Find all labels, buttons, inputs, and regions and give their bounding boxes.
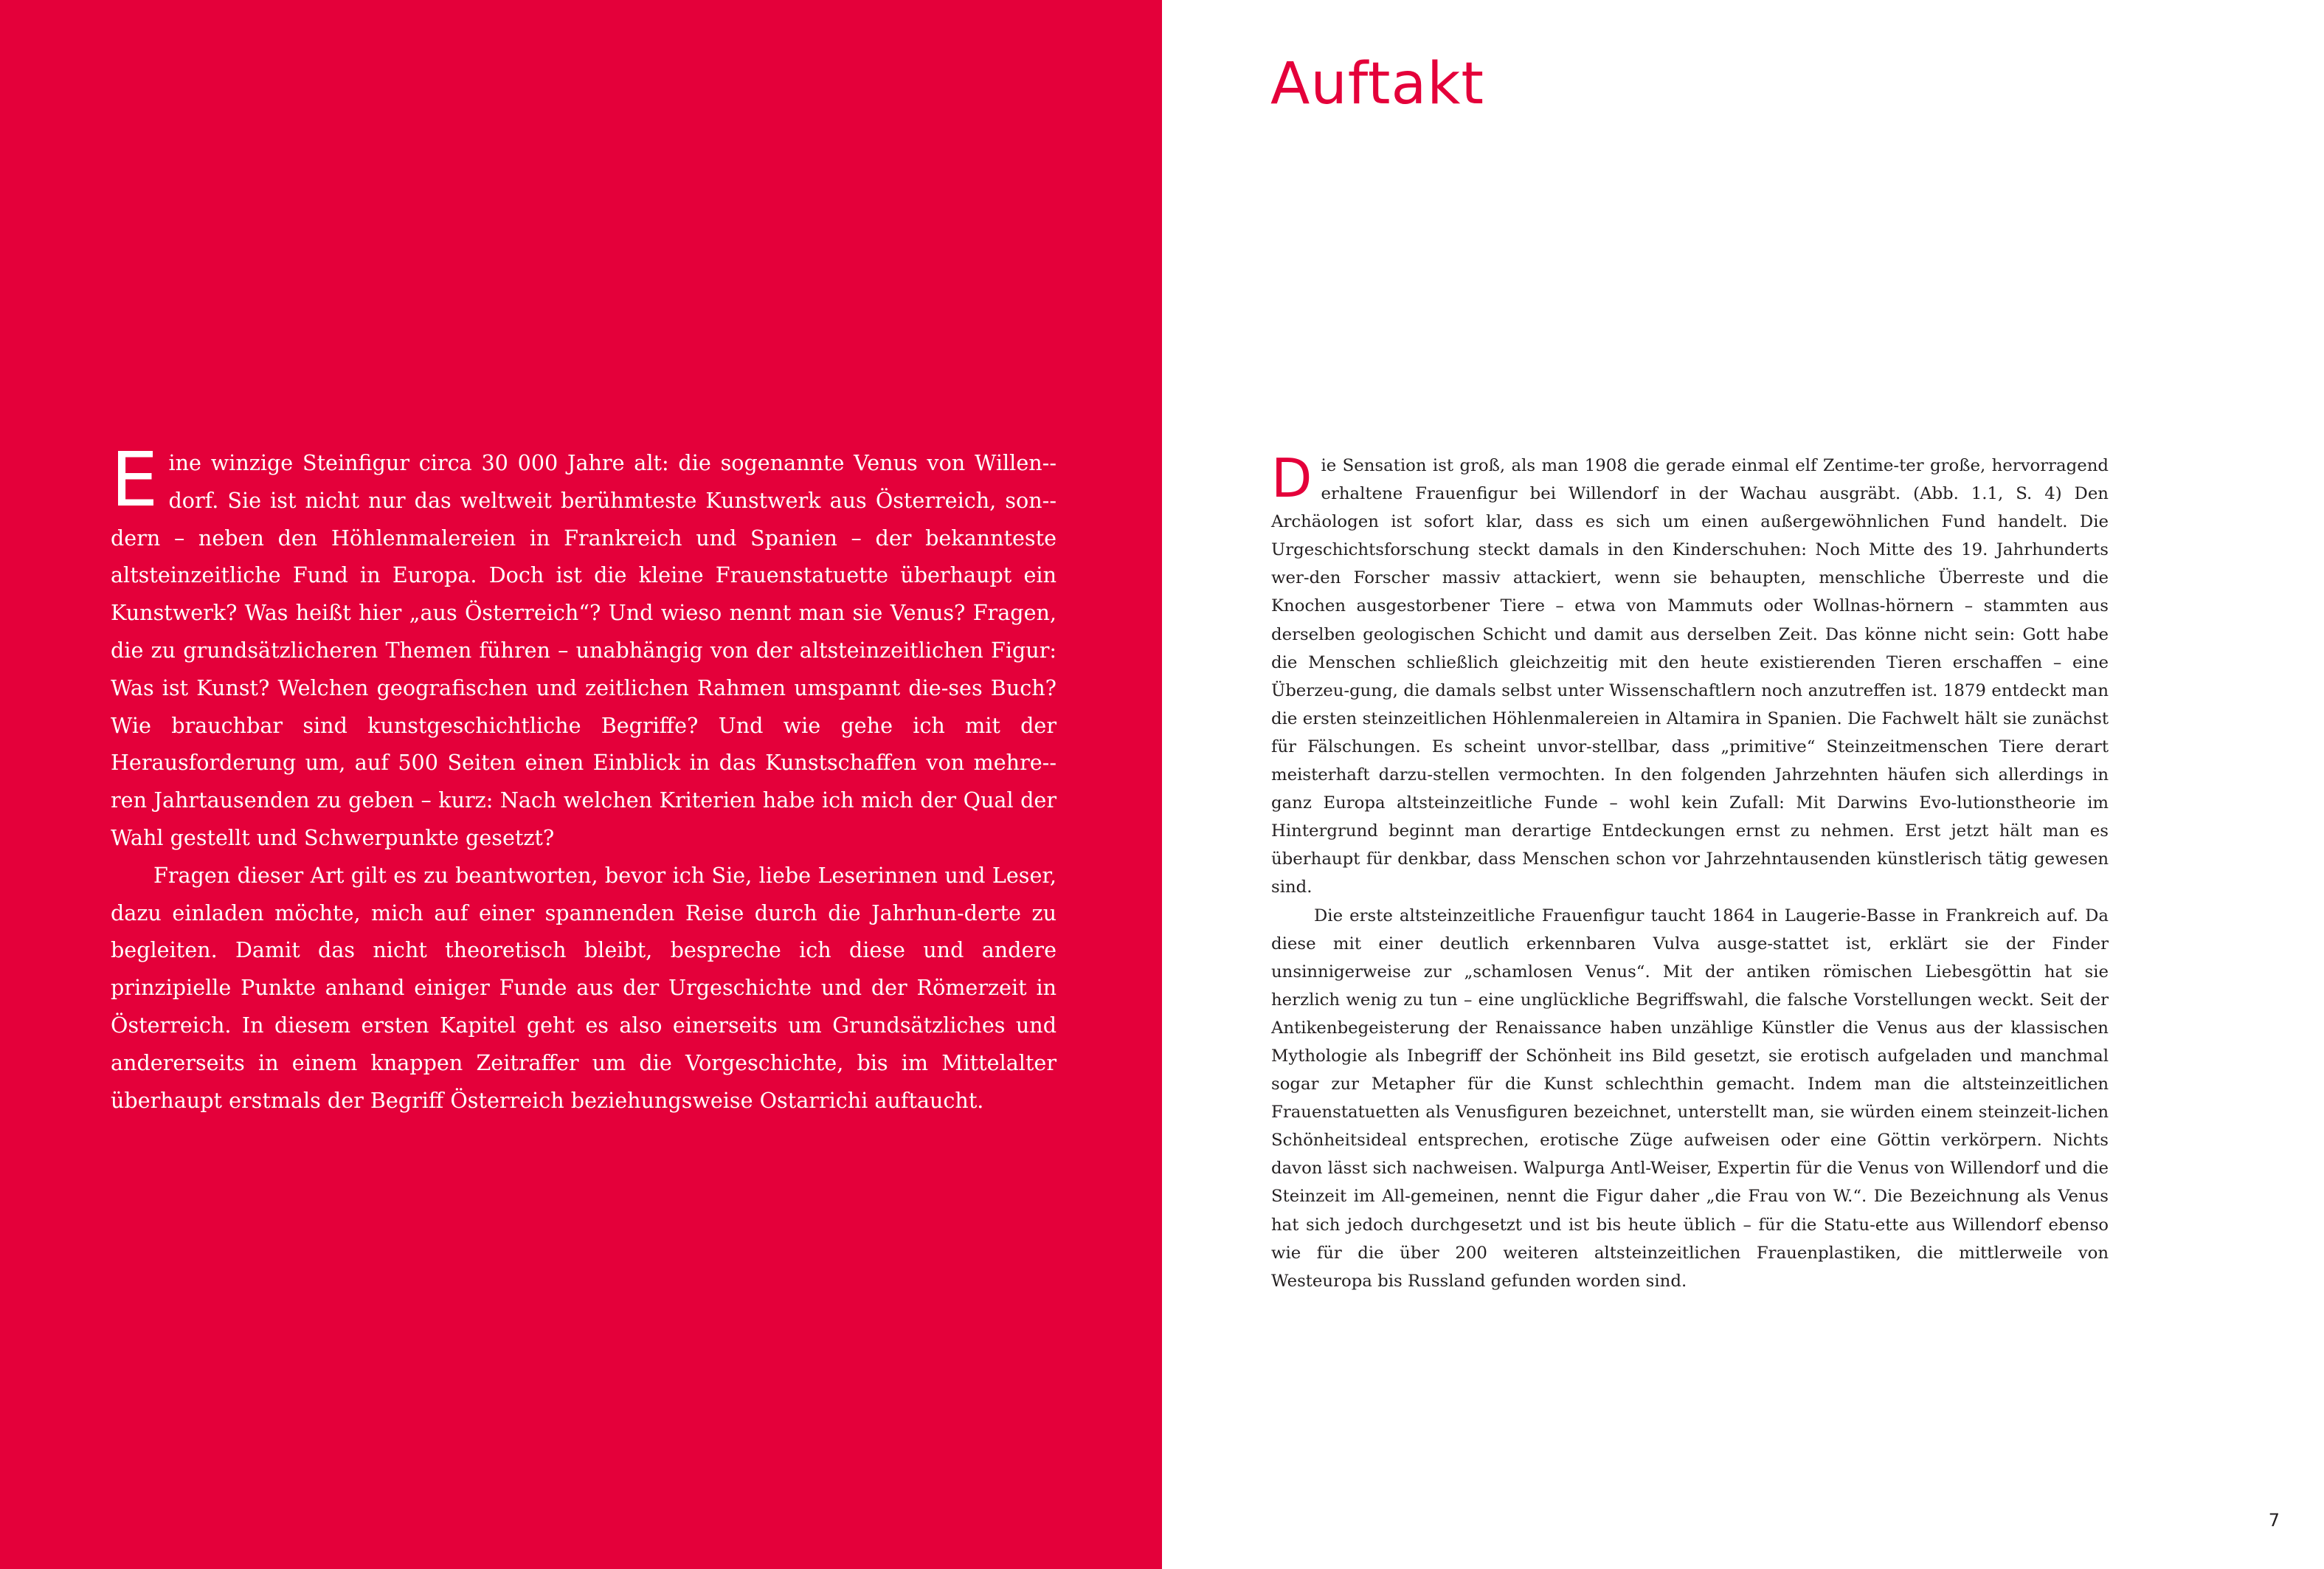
body-dropcap: D xyxy=(1271,447,1313,509)
intro-paragraph-1-text: ine winzige Steinfigur circa 30 000 Jahre alt: die sogenannte Venus von Willen-dorf. Sie ist nicht nur das weltweit berühmteste Kunstwerk aus Österreich, son-dern – neben den Höhlenmalereien in Frankreich und Spanien – der bekannteste altsteinzeitliche Fund in Europa. Doch ist die kleine Frauenstatuette überhaupt ein Kunstwerk? Was heißt hier „aus Österreich“? Und wieso nennt man sie Venus? Fragen, die zu grundsätzlicheren Themen führen – unabhängig von der altsteinzeitlichen Figur: Was ist Kunst? Welchen geografischen und zeitlichen Rahmen umspannt die-ses Buch? Wie brauchbar sind kunstgeschichtliche Begriffe? Und wie gehe ich mit der Herausforderung um, auf 500 Seiten einen Einblick in das Kunstschaffen von mehre-ren Jahrtausenden zu geben – kurz: Nach welchen Kriterien habe ich mich der Qual der Wahl gestellt und Schwerpunkte gesetzt? xyxy=(111,450,1056,850)
intro-text xyxy=(111,436,1056,1119)
page-number: 7 xyxy=(2268,1510,2280,1531)
body-paragraph-1 xyxy=(1271,447,2109,902)
body-paragraph-1-text: ie Sensation ist groß, als man 1908 die gerade einmal elf Zentime-ter große, hervorragend erhaltene Frauenfigur bei Willendorf in der Wachau ausgräbt. (Abb. 1.1, S. 4) Den Archäologen ist sofort klar, dass es sich um einen außergewöhnlichen Fund handelt. Die Urgeschichtsforschung steckt damals in den Kinderschuhen: Noch Mitte des 19. Jahrhunderts wer-den Forscher massiv attackiert, wenn sie behaupten, menschliche Überreste und die Knochen ausgestorbener Tiere – etwa von Mammuts oder Wollnas-hörnern – stammten aus derselben geologischen Schicht und damit aus derselben Zeit. Das könne nicht sein: Gott habe die Menschen schließlich gleichzeitig mit den heute existierenden Tieren erschaffen – eine Überzeu-gung, die damals selbst unter Wissenschaftlern noch anzutreffen ist. 1879 entdeckt man die ersten steinzeitlichen Höhlenmalereien in Altamira in Spanien. Die Fachwelt hält sie zunächst für Fälschungen. Es scheint unvor-stellbar, dass „primitive“ Steinzeitmenschen Tiere derart meisterhaft darzu-stellen vermochten. In den folgenden Jahrzehnten häufen sich allerdings in ganz Europa altsteinzeitliche Funde – wohl kein Zufall: Mit Darwins Evo-lutionstheorie im Hintergrund beginnt man derartige Entdeckungen ernst zu nehmen. Erst jetzt hält man es überhaupt für denkbar, dass Menschen schon vor Jahrzehntausenden künstlerisch tätig gewesen sind. xyxy=(1271,456,2109,897)
intro-dropcap: E xyxy=(111,436,159,524)
right-page xyxy=(1162,0,2324,1569)
intro-paragraph-1 xyxy=(111,436,1056,857)
body-text xyxy=(1271,447,2109,1295)
body-paragraph-2: Die erste altsteinzeitliche Frauenfigur taucht 1864 in Laugerie-Basse in Frankreich auf. Da diese mit einer deutlich erkennbaren Vulva ausge-stattet ist, erklärt sie der Finder unsinnigerweise zur „schamlosen Venus“. Mit der antiken römischen Liebesgöttin hat sie herzlich wenig zu tun – eine unglückliche Begriffswahl, die falsche Vorstellungen weckt. Seit der Antikenbegeisterung der Renaissance haben unzählige Künstler die Venus aus der klassischen Mythologie als Inbegriff der Schönheit ins Bild gesetzt, sie erotisch aufgeladen und manchmal sogar zur Metapher für die Kunst schlechthin gemacht. Indem man die altsteinzeitlichen Frauenstatuetten als Venusfiguren bezeichnet, unterstellt man, sie würden einem steinzeit-lichen Schönheitsideal entsprechen, erotische Züge aufweisen oder eine Göttin verkörpern. Nichts davon lässt sich nachweisen. Walpurga Antl-Weiser, Expertin für die Venus von Willendorf und die Steinzeit im All-gemeinen, nennt die Figur daher „die Frau von W.“. Die Bezeichnung als Venus hat sich jedoch durchgesetzt und ist bis heute üblich – für die Statu-ette aus Willendorf ebenso wie für die über 200 weiteren altsteinzeitlichen Frauenplastiken, die mittlerweile von Westeuropa bis Russland gefunden worden sind. xyxy=(1271,906,2109,1291)
intro-paragraph-2: Fragen dieser Art gilt es zu beantworten, bevor ich Sie, liebe Leserinnen und Leser, dazu einladen möchte, mich auf einer spannenden Reise durch die Jahrhun-derte zu begleiten. Damit das nicht theoretisch bleibt, bespreche ich diese und andere prinzipielle Punkte anhand einiger Funde aus der Urgeschichte und der Römerzeit in Österreich. In diesem ersten Kapitel geht es also einerseits um Grundsätzliches und andererseits in einem knappen Zeitraffer um die Vorgeschichte, bis im Mittelalter überhaupt erstmals der Begriff Österreich beziehungsweise Ostarrichi auftaucht. xyxy=(111,862,1056,1113)
chapter-title: Auftakt xyxy=(1270,51,1485,117)
